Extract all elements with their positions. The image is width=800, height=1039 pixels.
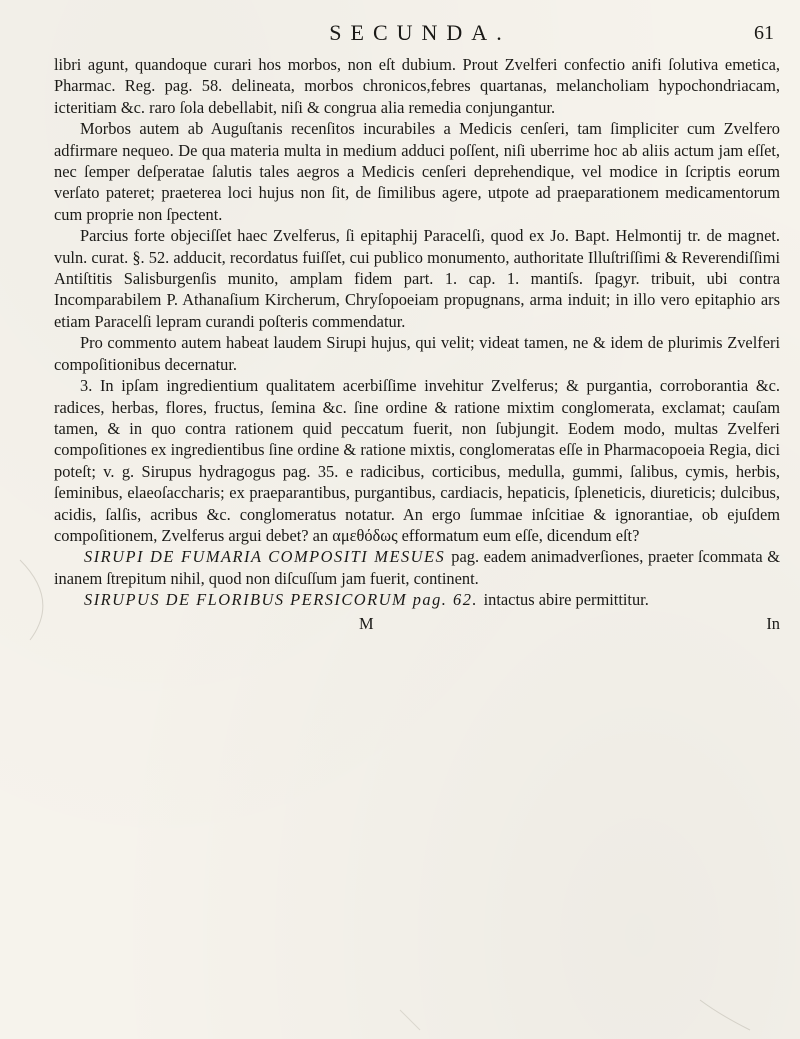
paragraph: Pro commento autem habeat laudem Sirupi hujus, qui velit; videat tamen, ne & idem de plurimis Zvelferi compoſitionibus decernatur. [54, 333, 780, 374]
section-fumaria [54, 546, 780, 589]
paragraph-continuation: libri agunt, quandoque curari hos morbos, non eſt dubium. Prout Zvelferi confectio anifi ſolutiva emetica, Pharmac. Reg. pag. 58. delineata, morbos chronicos,febres quartanas, melancholiam hypochondriacam, icteritiam &c. raro ſola debellabit, niſi & congrua alia remedia conjungantur. [54, 55, 780, 117]
running-head [60, 18, 780, 54]
section-heading: SIRUPUS DE FLORIBUS PERSICORUM pag. 62. [84, 590, 478, 610]
paragraph: Morbos autem ab Auguſtanis recenſitos incurabiles a Medicis cenſeri, tam ſimpliciter cum Zvelfero adfirmare nequeo. De qua materia multa in medium adduci poſſent, niſi uberrime hoc ab aliis actum jam eſſet, nec ſemper deſperatae ſalutis tales aegros a Medicis cenſeri deprehendique, vel modice in ſcriptis eorum verſato pateret; praeterea loci hujus non ſit, de ſimilibus agere, utpote ad praeparationem medicamentorum cum proprie non ſpectent. [54, 119, 780, 224]
section-heading: SIRUPI DE FUMARIA COMPOSITI MESUES [84, 547, 446, 567]
section-body: pag. eadem animadverſiones, praeter ſcommata & inanem ſtrepitum nihil, quod non diſcuſſum jam fuerit, continent. [54, 547, 780, 588]
page-number: 61 [754, 22, 774, 44]
running-title: SECUNDA. [329, 20, 511, 45]
footer-line [54, 613, 780, 637]
paragraph-numbered: 3. In ipſam ingredientium qualitatem acerbiſſime invehitur Zvelferus; & purgantia, corroborantia &c. radices, herbas, flores, fructus, ſemina &c. ſine ordine & ratione mixtim conglomerata, exclamat; cauſam tamen, & in quo contra rationem quid peccatum fuerit, non ſubjungit. Eodem modo, multas Zvelferi compoſitiones ex ingredientibus ſine ordine & ratione mixtis, conglomeratas eſſe in Pharmacopoeia Regia, dici poteſt; v. g. Sirupus hydragogus pag. 35. e radicibus, corticibus, medulla, gummi, ſalibus, cymis, herbis, ſeminibus, elaeoſaccharis; ex praeparantibus, purgantibus, cardiacis, hepaticis, ſpleneticis, diureticis; dulcibus, acidis, ſalſis, acribus &c. conglomeratus notatur. An ergo ſummae inſcitiae & ignorantiae, ob ejuſdem compoſitionem, Zvelferus argui debet? an αμεθόδως efformatum eum eſſe, dicendum eſt? [54, 376, 780, 545]
section-floribus [54, 589, 780, 610]
section-body: intactus abire permittitur. [483, 590, 649, 610]
signature-mark: M [359, 613, 374, 633]
catchword: In [766, 613, 780, 633]
paragraph: Parcius forte objeciſſet haec Zvelferus, ſi epitaphij Paracelſi, quod ex Jo. Bapt. Helmontij tr. de magnet. vuln. curat. §. 52. adducit, recordatus fuiſſet, cui publico monumento, authoritate Illuſtriſſimi & Reverendiſſimi Antiſtitis Salisburgenſis munito, amplam fidem part. 1. cap. 1. mantiſs. ſpagyr. tribuit, ubi contra Incomparabilem P. Athanaſium Kircherum, Chryſopoeiam propugnans, arma induit; in illo vero epitaphio ars etiam Paracelſi lepram curandi poſteris commendatur. [54, 226, 780, 331]
main-text [54, 54, 780, 637]
